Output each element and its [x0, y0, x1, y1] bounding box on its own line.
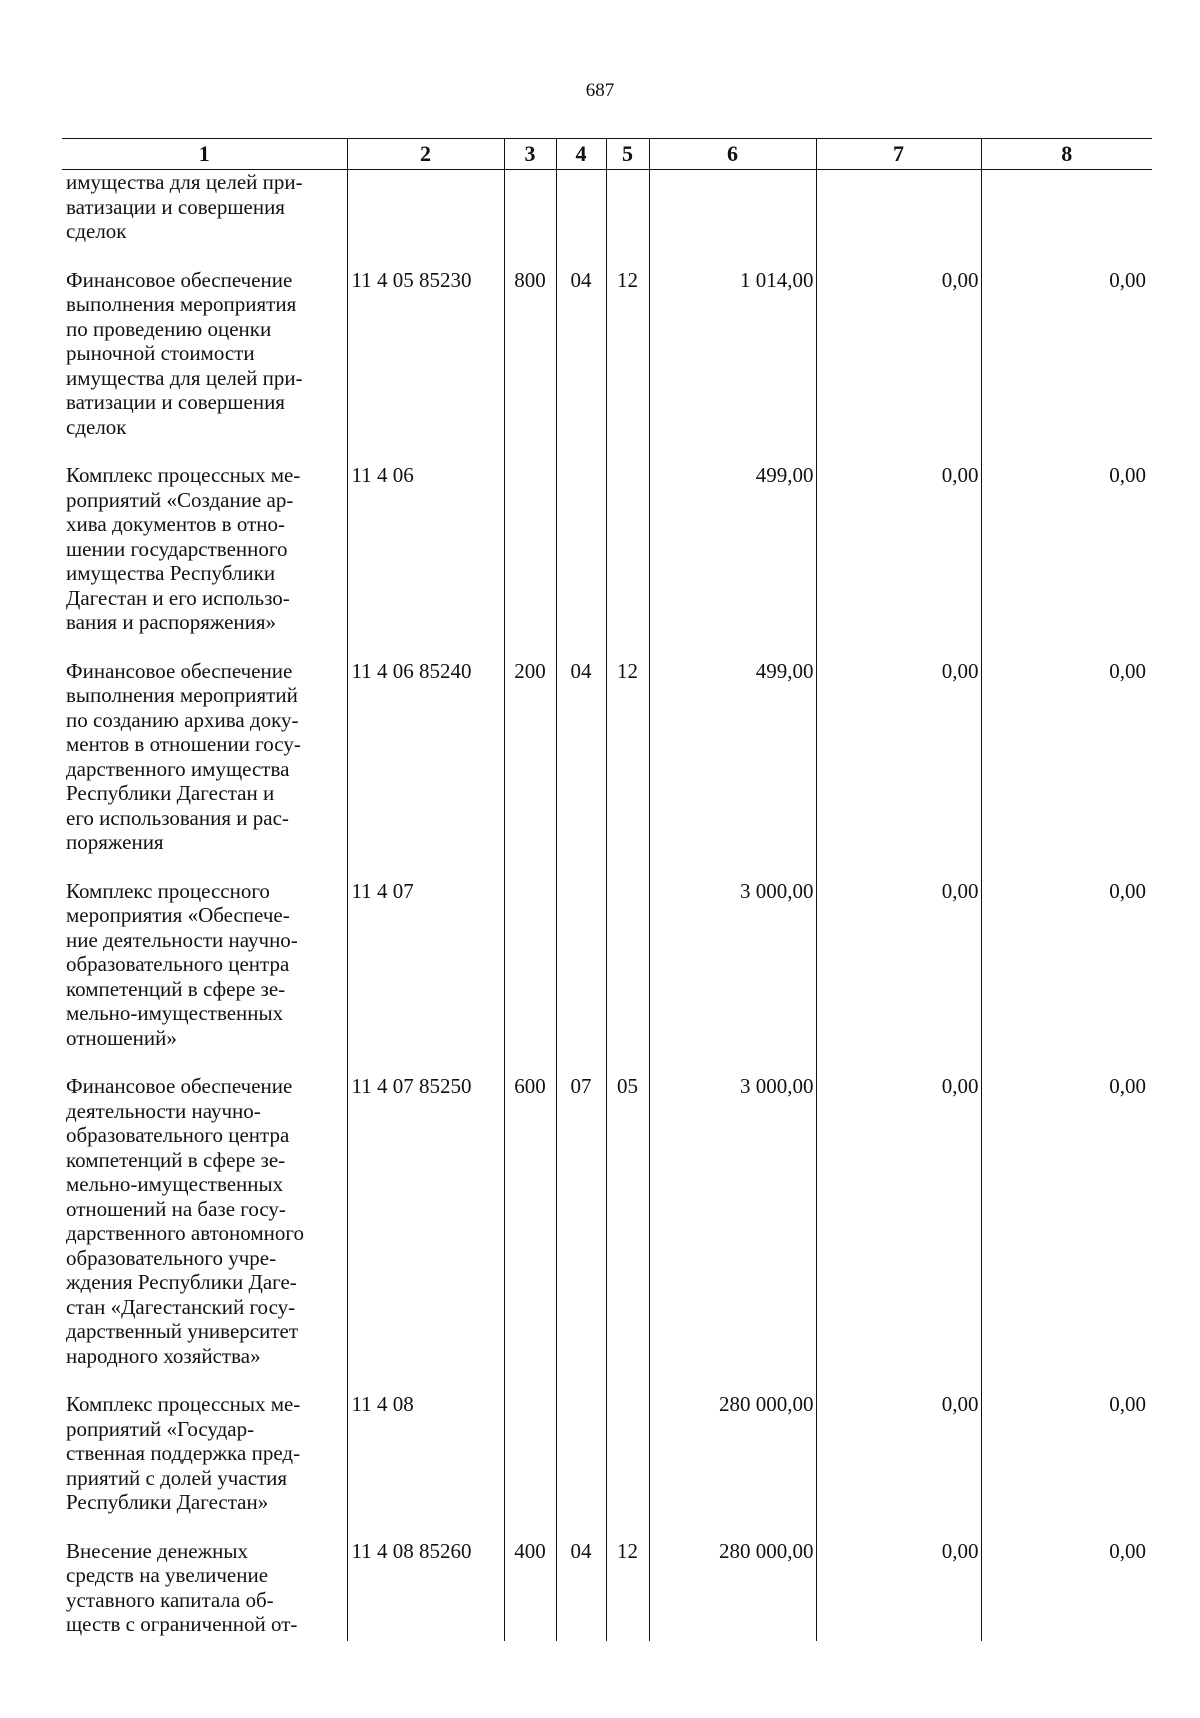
row-col8-amount: 0,00	[981, 659, 1152, 879]
row-name-line: рыночной стоимости	[66, 341, 255, 365]
row-name-line: Финансовое обеспечение	[66, 267, 293, 292]
row-name-line: мельно-имущественных	[66, 1172, 284, 1196]
row-col7-amount: 0,00	[816, 879, 981, 1075]
row-name-line: Республики Дагестан»	[66, 1490, 269, 1514]
table-row	[62, 170, 1152, 268]
row-name-cell	[62, 268, 347, 464]
table-row	[62, 268, 1152, 464]
row-col7-amount	[816, 170, 981, 268]
row-col3-cell: 800	[504, 268, 556, 464]
row-col3-cell	[504, 879, 556, 1075]
row-name-line: ние деятельности научно-	[66, 927, 298, 952]
row-name-line: Комплекс процессных ме-	[66, 463, 301, 487]
row-name-line: Внесение денежных	[66, 1538, 248, 1563]
table-row	[62, 879, 1152, 1075]
row-col6-amount: 280 000,00	[649, 1392, 816, 1539]
row-name-line: стан «Дагестанский госу-	[66, 1294, 296, 1319]
row-name-line: отношений»	[66, 1025, 177, 1050]
row-name-line: образовательного центра	[66, 952, 290, 976]
row-name-line: деятельности научно-	[66, 1098, 261, 1123]
header-row	[62, 139, 1152, 170]
row-name-line: шении государственного	[66, 536, 288, 561]
row-col8-amount	[981, 170, 1152, 268]
row-name-line: дарственного автономного	[66, 1221, 305, 1245]
row-name-line: Дагестан и его использо-	[66, 585, 290, 610]
row-col6-amount: 280 000,00	[649, 1539, 816, 1641]
row-col3-cell: 600	[504, 1074, 556, 1392]
row-col8-amount: 0,00	[981, 268, 1152, 464]
header-col-8: 8	[981, 139, 1152, 170]
row-name-line: Комплекс процессного	[66, 878, 270, 903]
row-name-line: роприятий «Государ-	[66, 1416, 255, 1441]
header-col-1: 1	[62, 139, 347, 170]
row-name-line: Республики Дагестан и	[66, 781, 275, 805]
row-col7-amount: 0,00	[816, 659, 981, 879]
row-col5-cell: 12	[606, 659, 649, 879]
row-name-line: имущества Республики	[66, 561, 276, 585]
header-col-2: 2	[347, 139, 504, 170]
row-col7-amount: 0,00	[816, 1539, 981, 1641]
row-name-line: компетенций в сфере зе-	[66, 1147, 286, 1172]
row-col8-amount: 0,00	[981, 879, 1152, 1075]
row-col6-amount: 1 014,00	[649, 268, 816, 464]
row-name-cell	[62, 1539, 347, 1641]
row-col5-cell: 05	[606, 1074, 649, 1392]
row-col4-cell: 04	[556, 659, 606, 879]
row-col8-amount: 0,00	[981, 463, 1152, 659]
row-name-cell	[62, 463, 347, 659]
row-name-line: ственная поддержка пред-	[66, 1441, 301, 1465]
row-name-line: дарственный университет	[66, 1319, 299, 1343]
row-col6-amount	[649, 170, 816, 268]
table-row	[62, 659, 1152, 879]
row-name-line: мероприятия «Обеспече-	[66, 903, 290, 927]
row-name-cell	[62, 879, 347, 1075]
row-name-line: хива документов в отно-	[66, 512, 285, 536]
header-col-5: 5	[606, 139, 649, 170]
row-col5-cell	[606, 1392, 649, 1539]
row-name-line: роприятий «Создание ар-	[66, 487, 294, 512]
row-col5-cell: 12	[606, 1539, 649, 1641]
budget-table-container	[62, 138, 1152, 1641]
row-col4-cell	[556, 170, 606, 268]
row-name-line: выполнения мероприятия	[66, 292, 297, 316]
row-col6-amount: 3 000,00	[649, 879, 816, 1075]
row-name-line: имущества для целей при-	[66, 170, 303, 194]
budget-table	[62, 138, 1152, 1641]
row-name-line: ществ с ограниченной от-	[66, 1612, 298, 1636]
row-name-line: приятий с долей участия	[66, 1465, 288, 1490]
row-col4-cell	[556, 463, 606, 659]
row-col3-cell: 400	[504, 1539, 556, 1641]
row-col8-amount: 0,00	[981, 1539, 1152, 1641]
row-name-cell	[62, 1074, 347, 1392]
header-col-7: 7	[816, 139, 981, 170]
row-col7-amount: 0,00	[816, 1074, 981, 1392]
row-col5-cell	[606, 463, 649, 659]
header-col-4: 4	[556, 139, 606, 170]
row-name-line: уставного капитала об-	[66, 1587, 274, 1612]
row-name-line: средств на увеличение	[66, 1563, 269, 1587]
row-col7-amount: 0,00	[816, 463, 981, 659]
row-col4-cell	[556, 879, 606, 1075]
row-name-cell	[62, 659, 347, 879]
row-col5-cell: 12	[606, 268, 649, 464]
row-col3-cell	[504, 1392, 556, 1539]
row-col7-amount: 0,00	[816, 1392, 981, 1539]
row-name-line: Финансовое обеспечение	[66, 1074, 293, 1098]
row-name-line: по созданию архива доку-	[66, 707, 299, 732]
row-col4-cell	[556, 1392, 606, 1539]
header-col-3: 3	[504, 139, 556, 170]
row-col3-cell	[504, 463, 556, 659]
row-name-line: выполнения мероприятий	[66, 683, 298, 707]
row-col6-amount: 499,00	[649, 463, 816, 659]
row-code-cell: 11 4 06 85240	[347, 659, 504, 879]
row-name-cell	[62, 1392, 347, 1539]
row-col4-cell: 07	[556, 1074, 606, 1392]
row-col7-amount: 0,00	[816, 268, 981, 464]
table-body	[62, 170, 1152, 1641]
row-code-cell: 11 4 07	[347, 879, 504, 1075]
row-code-cell: 11 4 08 85260	[347, 1539, 504, 1641]
page-number: 687	[585, 80, 615, 101]
row-name-line: ватизации и совершения	[66, 194, 285, 219]
row-code-cell: 11 4 08	[347, 1392, 504, 1539]
row-col3-cell: 200	[504, 659, 556, 879]
row-name-line: по проведению оценки	[66, 316, 272, 341]
row-name-line: дарственного имущества	[66, 756, 290, 781]
row-name-line: сделок	[66, 219, 127, 243]
row-col6-amount: 3 000,00	[649, 1074, 816, 1392]
row-name-line: сделок	[66, 414, 127, 439]
row-col5-cell	[606, 170, 649, 268]
row-code-cell: 11 4 05 85230	[347, 268, 504, 464]
row-code-cell: 11 4 06	[347, 463, 504, 659]
row-name-line: народного хозяйства»	[66, 1343, 261, 1368]
row-col4-cell: 04	[556, 1539, 606, 1641]
table-row	[62, 1392, 1152, 1539]
row-name-line: ждения Республики Даге-	[66, 1270, 297, 1294]
row-name-line: образовательного учре-	[66, 1245, 277, 1270]
row-name-line: компетенций в сфере зе-	[66, 976, 286, 1001]
table-row	[62, 463, 1152, 659]
row-name-line: образовательного центра	[66, 1123, 290, 1147]
table-row	[62, 1539, 1152, 1641]
row-name-line: его использования и рас-	[66, 805, 289, 830]
row-col3-cell	[504, 170, 556, 268]
header-col-6: 6	[649, 139, 816, 170]
row-name-line: Комплекс процессных ме-	[66, 1392, 301, 1416]
row-name-line: вания и распоряжения»	[66, 610, 277, 634]
row-col5-cell	[606, 879, 649, 1075]
row-col4-cell: 04	[556, 268, 606, 464]
row-code-cell: 11 4 07 85250	[347, 1074, 504, 1392]
row-name-cell	[62, 170, 347, 268]
table-row	[62, 1074, 1152, 1392]
row-name-line: поряжения	[66, 830, 164, 854]
row-col8-amount: 0,00	[981, 1074, 1152, 1392]
row-name-line: Финансовое обеспечение	[66, 658, 293, 683]
row-name-line: отношений на базе госу-	[66, 1196, 286, 1221]
row-col8-amount: 0,00	[981, 1392, 1152, 1539]
row-code-cell	[347, 170, 504, 268]
row-name-line: ватизации и совершения	[66, 390, 285, 414]
row-name-line: имущества для целей при-	[66, 365, 303, 390]
row-col6-amount: 499,00	[649, 659, 816, 879]
row-name-line: ментов в отношении госу-	[66, 732, 301, 756]
row-name-line: мельно-имущественных	[66, 1001, 284, 1025]
